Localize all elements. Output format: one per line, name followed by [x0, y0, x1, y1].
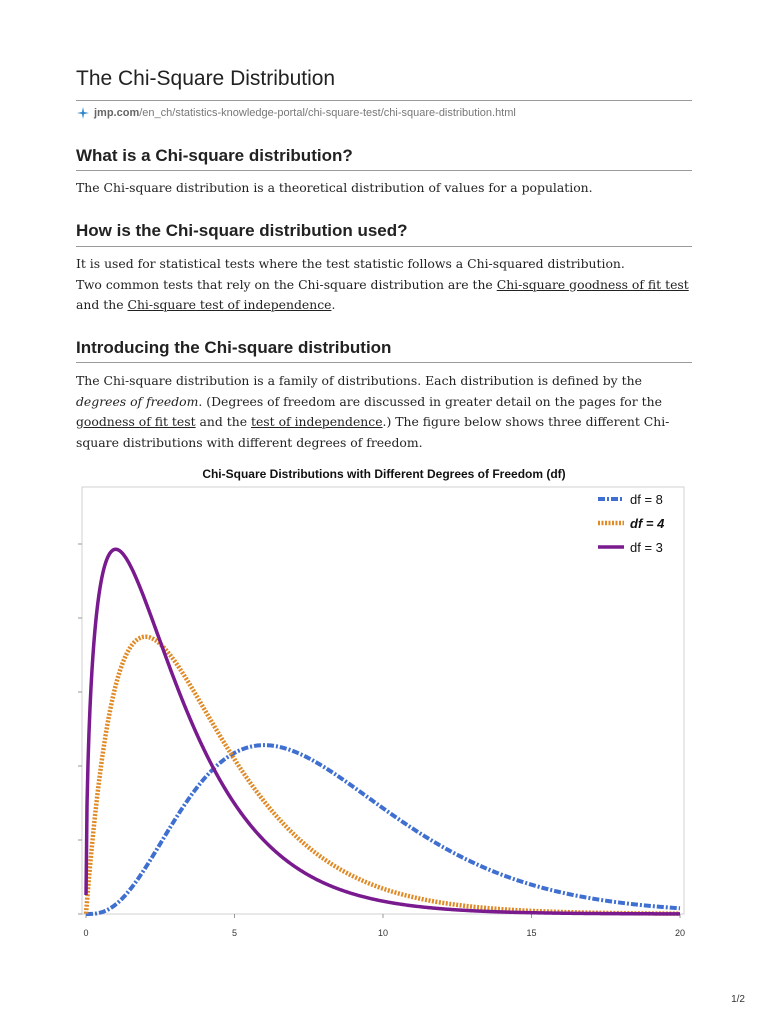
link-test-of-independence-2[interactable]: test of independence: [251, 414, 383, 429]
jmp-logo-icon: [76, 106, 90, 120]
how-line2-pre: Two common tests that rely on the Chi-square distribution are the: [76, 276, 497, 292]
title-rule: [76, 100, 692, 101]
legend-label-df-8: df = 8: [630, 492, 663, 507]
paragraph-how: [76, 254, 694, 316]
how-line1: It is used for statistical tests where the test statistic follows a Chi-squared distribution.: [76, 256, 625, 271]
x-tick-label: 10: [377, 928, 389, 938]
heading-how: How is the Chi-square distribution used?: [76, 221, 408, 240]
link-goodness-of-fit-2[interactable]: goodness of fit test: [76, 414, 196, 429]
x-tick-label: 20: [674, 928, 686, 938]
x-tick-label: 0: [83, 928, 89, 938]
heading-what-rule: [76, 170, 692, 171]
intro-t2: . (Degrees of freedom are discussed in greater detail on the pages for the: [198, 393, 662, 409]
legend-label-df-4: df = 4: [630, 516, 665, 531]
heading-intro: Introducing the Chi-square distribution: [76, 338, 392, 357]
heading-what: What is a Chi-square distribution?: [76, 146, 353, 165]
source-domain: jmp.com: [94, 107, 140, 119]
heading-how-rule: [76, 246, 692, 247]
chi-square-chart: [76, 459, 692, 949]
paragraph-intro: [76, 371, 694, 453]
link-goodness-of-fit[interactable]: Chi-square goodness of fit test: [496, 276, 689, 292]
intro-t3: and the: [195, 414, 251, 429]
page-number: 1/2: [731, 994, 745, 1005]
heading-intro-rule: [76, 362, 692, 363]
chart-title: Chi-Square Distributions with Different Degrees of Freedom (df): [202, 467, 566, 481]
intro-t4: .) The figure below shows three different Chi-square distributions with different degrees of freedom.: [76, 414, 670, 450]
link-test-of-independence[interactable]: Chi-square test of independence: [127, 297, 332, 312]
legend-label-df-3: df = 3: [630, 540, 663, 555]
x-tick-label: 5: [231, 928, 238, 938]
source-url[interactable]: [76, 106, 516, 120]
intro-t1: The Chi-square distribution is a family of distributions. Each distribution is defined by the: [76, 373, 642, 388]
paragraph-what: The Chi-square distribution is a theoretical distribution of values for a population.: [76, 180, 593, 195]
x-tick-label: 15: [526, 928, 537, 938]
how-mid: and the: [76, 297, 128, 312]
source-path: /en_ch/statistics-knowledge-portal/chi-square-test/chi-square-distribution.html: [139, 107, 516, 119]
how-end: .: [331, 297, 336, 312]
page-title: The Chi-Square Distribution: [76, 67, 336, 90]
intro-em: degrees of freedom: [76, 393, 199, 409]
